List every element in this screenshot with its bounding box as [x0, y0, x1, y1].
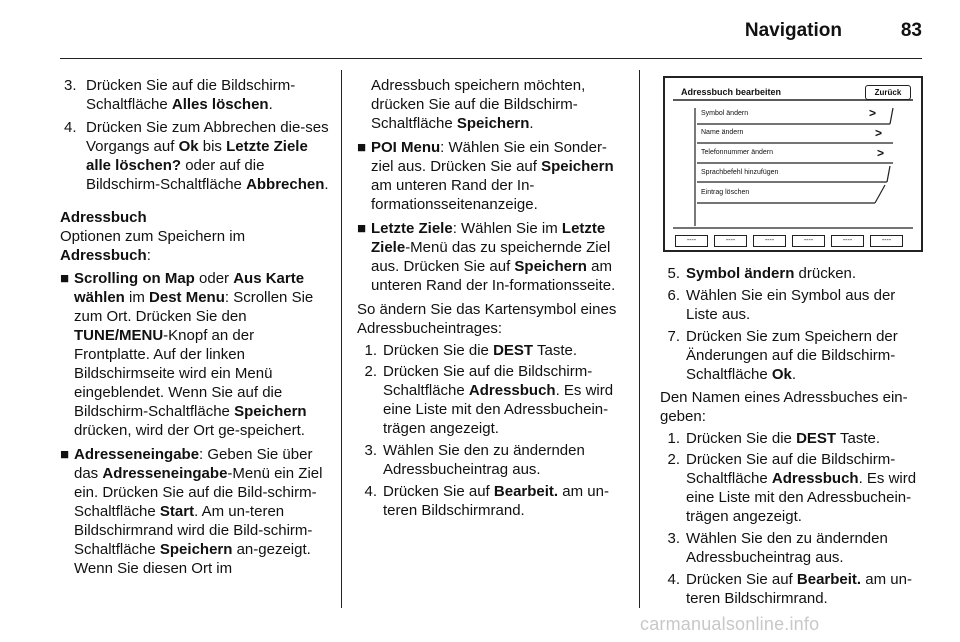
chevron-right-icon: > [877, 146, 885, 160]
bullet-icon: ■ [357, 220, 367, 237]
list-item: 2. Drücken Sie auf die Bildschirm-Schaltfläche Adressbuch. Es wird eine Liste mit den Adressbuchein-trägen angezeigt. [667, 451, 917, 525]
menu-curve [887, 166, 890, 182]
list-item: 2. Drücken Sie auf die Bildschirm-Schaltfläche Adressbuch. Es wird eine Liste mit den Adressbuchein-trägen angezeigt. [364, 363, 614, 437]
list-item-step-3: 3. Drücken Sie auf die Bildschirm-Schaltfläche Alles löschen. [64, 77, 296, 113]
watermark: carmanualsonline.info [640, 614, 820, 634]
softkey-button[interactable]: ---- [714, 235, 747, 247]
softkey-button[interactable]: ---- [753, 235, 786, 247]
softkey-button[interactable]: ---- [831, 235, 864, 247]
screen-menu-graphics [665, 78, 921, 250]
page-title: Navigation [744, 20, 842, 41]
bullet-item: ■ Adresseneingabe: Geben Sie über das Adresseneingabe-Menü ein Ziel ein. Drücken Sie auf die Bild-schirm-Schaltfläche Start. Am un-teren Bildschirmrand wird die Bild-schirm-Schaltfläche Speichern an-gezeigt. Wenn Sie diesen Ort im [60, 446, 323, 577]
list-item-step-4: 4. Drücken Sie zum Abbrechen die-ses Vorgangs auf Ok bis Letzte Ziele alle löschen? oder auf die Bildschirm-Schaltfläche Abbrechen. [64, 119, 329, 193]
column-2 [357, 76, 627, 520]
column-divider-2 [639, 70, 640, 608]
page-number: 83 [900, 20, 922, 41]
list-item: 3. Wählen Sie den zu ändernden Adressbucheintrag aus. [364, 442, 585, 478]
menu-curve [890, 108, 893, 124]
list-item: 6. Wählen Sie ein Symbol aus der Liste aus. [667, 287, 896, 323]
page-header [0, 0, 960, 50]
section-heading: Adressbuch [60, 209, 147, 226]
softkey-button[interactable]: ---- [792, 235, 825, 247]
bullet-icon: ■ [60, 270, 70, 287]
menu-item-phone[interactable]: Telefonnummer ändern [701, 149, 773, 156]
header-rule [60, 58, 922, 59]
bullet-item: ■ Scrolling on Map oder Aus Karte wählen im Dest Menu: Scrollen Sie zum Ort. Drücken Sie den TUNE/MENU-Knopf an der Frontplatte. Auf der linken Bildschirmseite wird ein Menü eingeblendet. Wenn Sie auf die Bildschirm-Schaltfläche Speichern drücken, wird der Ort ge-speichert. [60, 270, 314, 439]
bullet-icon: ■ [357, 139, 367, 156]
chevron-right-icon: > [869, 106, 877, 120]
list-item: 5. Symbol ändern drücken. [667, 265, 857, 282]
menu-item-symbol[interactable]: Symbol ändern [701, 110, 749, 117]
symbol-intro: So ändern Sie das Kartensymbol eines Adressbucheintrages: [357, 301, 617, 337]
chevron-right-icon: > [875, 126, 883, 140]
name-intro: Den Namen eines Adressbuches ein-geben: [660, 389, 908, 425]
list-item: 7. Drücken Sie zum Speichern der Änderungen auf die Bildschirm-Schaltfläche Ok. [667, 328, 898, 383]
column-3 [660, 264, 922, 608]
list-item: 4. Drücken Sie auf Bearbeit. am un-teren Bildschirmrand. [667, 571, 912, 607]
menu-item-voice-tag[interactable]: Sprachbefehl hinzufügen [701, 169, 779, 176]
column-divider-1 [341, 70, 342, 608]
screen-title: Adressbuch bearbeiten [681, 87, 782, 97]
list-item: 4. Drücken Sie auf Bearbeit. am un-teren Bildschirmrand. [364, 483, 609, 519]
bullet-item: ■ Letzte Ziele: Wählen Sie im Letzte Ziele-Menü das zu speichernde Ziel aus. Drücken Sie auf Speichern am unteren Rand der In-formationsseite. [357, 220, 616, 294]
continued-paragraph: Adressbuch speichern möchten, drücken Sie auf die Bildschirm-Schaltfläche Speichern. [371, 77, 586, 132]
intro-paragraph: Optionen zum Speichern im Adressbuch: [60, 228, 246, 264]
bullet-icon: ■ [60, 446, 70, 463]
menu-item-delete[interactable]: Eintrag löschen [701, 189, 750, 196]
list-item: 1. Drücken Sie die DEST Taste. [667, 430, 880, 447]
softkey-button[interactable]: ---- [675, 235, 708, 247]
list-item: 1. Drücken Sie die DEST Taste. [364, 342, 577, 359]
bullet-item: ■ POI Menu: Wählen Sie ein Sonder-ziel aus. Drücken Sie auf Speichern am unteren Rand der In-formationsseitenanzeige. [357, 139, 614, 213]
screen-illustration [663, 76, 923, 252]
column-1 [60, 76, 330, 578]
softkey-button[interactable]: ---- [870, 235, 903, 247]
menu-curve [875, 185, 885, 203]
menu-item-name[interactable]: Name ändern [701, 129, 744, 136]
back-button[interactable]: Zurück [865, 85, 911, 100]
list-item: 3. Wählen Sie den zu ändernden Adressbucheintrag aus. [667, 530, 888, 566]
